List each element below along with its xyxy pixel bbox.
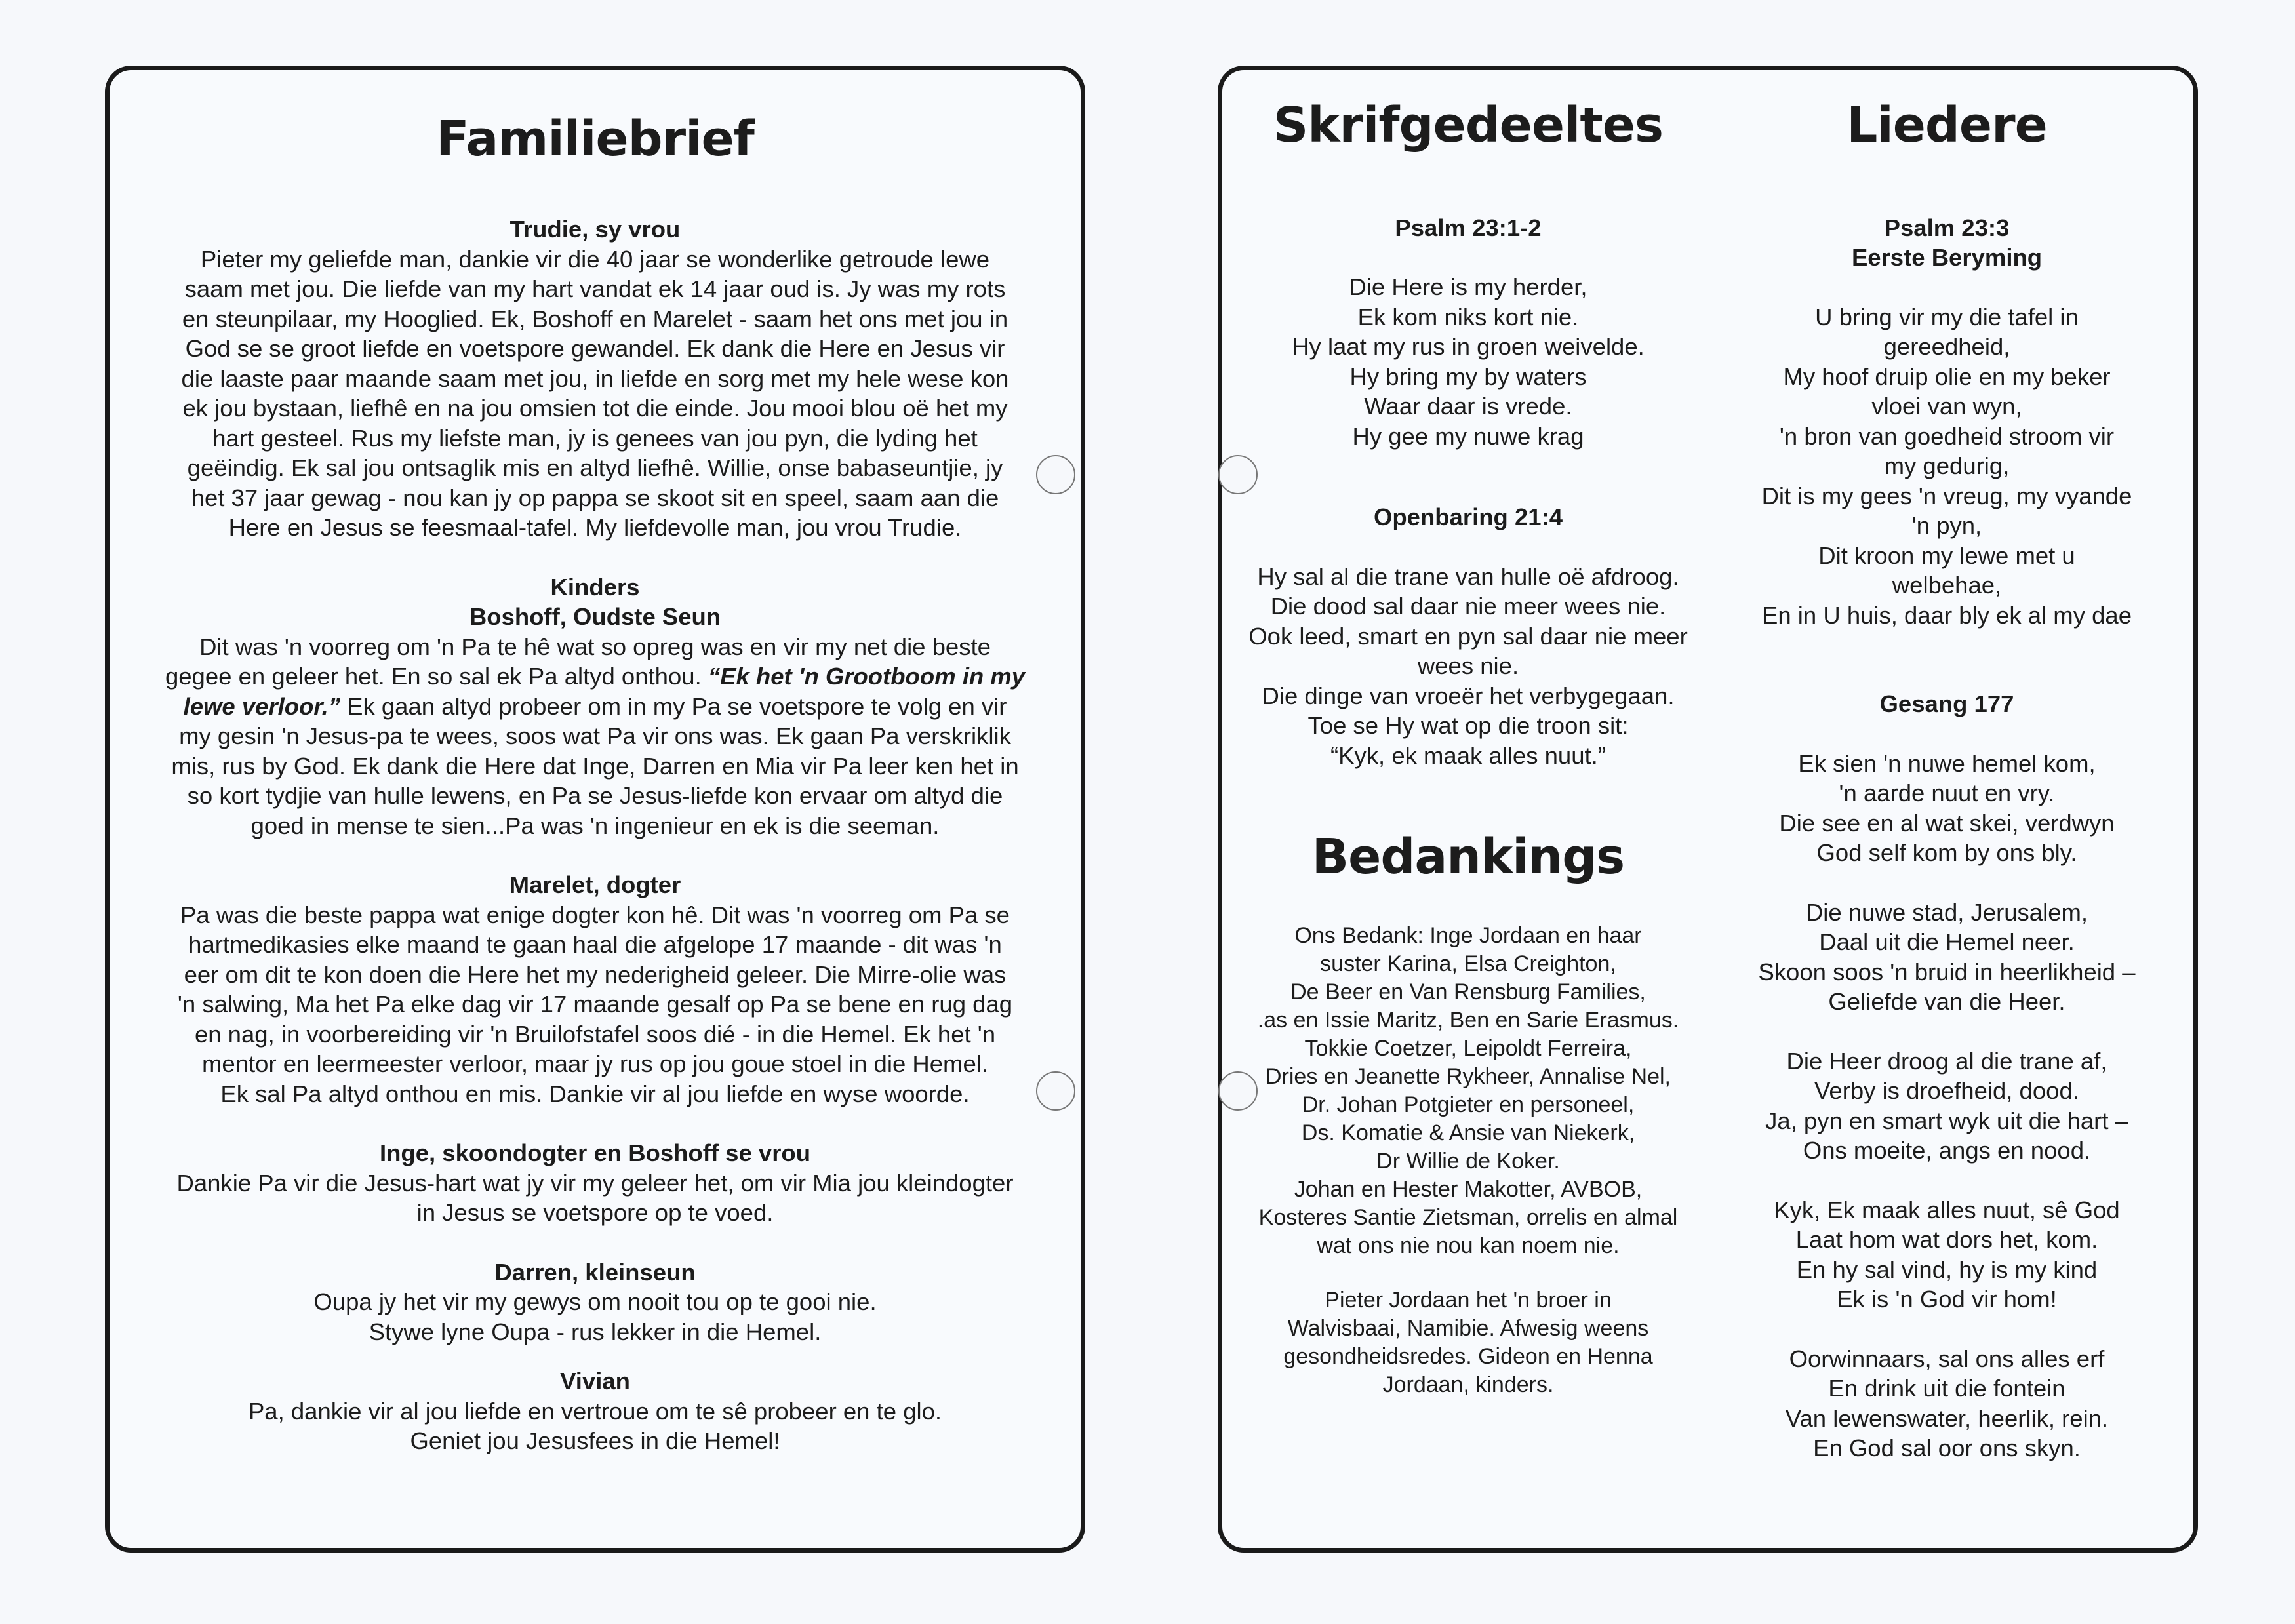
text-line: Ja, pyn en smart wyk uit die hart – [1765,1107,2128,1134]
text-line: Toe se Hy wat op die troon sit: [1307,712,1629,739]
text-line: En hy sal vind, hy is my kind [1796,1256,2098,1283]
text-line: Pa was die beste pappa wat enige dogter kon hê. Dit was 'n voorreg om Pa se [180,901,1010,928]
text-line [129,692,1061,722]
right-panel [1218,66,2198,1553]
text-line: in Jesus se voetspore op te voed. [416,1199,774,1226]
passage-reference: Psalm 23:1-2 [1395,214,1542,241]
text-line: “Kyk, ek maak alles nuut.” [1330,742,1606,769]
passage-reference: Openbaring 21:4 [1373,504,1563,530]
punch-hole [1036,1071,1075,1111]
punch-hole [1036,455,1075,494]
quote-span: lewe verloor.” [183,692,340,720]
text-line: Dr Willie de Koker. [1376,1148,1560,1174]
text-line: gesondheidsredes. Gideon en Henna [1283,1343,1653,1369]
text-line: Ds. Komatie & Ansie van Niekerk, [1301,1120,1635,1145]
section-heading: Inge, skoondogter en Boshoff se vrou [379,1139,811,1166]
section-heading: Trudie, sy vrou [509,216,681,243]
text-line: geëindig. Ek sal jou ontsaglik mis en altyd liefhê. Willie, onse babaseuntjie, jy [187,454,1003,481]
text-line: Walvisbaai, Namibie. Afwesig weens [1287,1315,1649,1341]
text-line: 'n aarde nuut en vry. [1839,780,2055,806]
section-inge [129,1138,1061,1228]
text-line: Daal uit die Hemel neer. [1819,928,2075,955]
text-line: God self kom by ons bly. [1816,839,2077,866]
section-heading: Darren, kleinseun [494,1258,696,1286]
text-line: Dankie Pa vir die Jesus-hart wat jy vir my geleer het, om vir Mia jou kleindogter [176,1169,1014,1197]
text-span: gegee en geleer het. En so sal ek Pa altyd onthou. [165,663,708,690]
text-line: Jordaan, kinders. [1382,1372,1554,1397]
text-line: Pa, dankie vir al jou liefde en vertroue om te sê probeer en te glo. [248,1397,942,1425]
text-line: Die dood sal daar nie meer wees nie. [1270,593,1666,620]
text-line: Dr. Johan Potgieter en personeel, [1302,1092,1635,1117]
text-line: eer om dit te kon doen die Here het my nederigheid geleer. Die Mirre-olie was [184,961,1007,988]
text-line: Tokkie Coetzer, Leipoldt Ferreira, [1304,1035,1632,1061]
text-line: en steunpilaar, my Hooglied. Ek, Boshoff en Marelet - saam het ons met jou in [182,305,1008,332]
text-line: Oorwinnaars, sal ons alles erf [1789,1345,2105,1372]
text-line: saam met jou. Die liefde van my hart vandat ek 14 jaar oud is. Jy was my rots [184,275,1006,302]
text-line: Ook leed, smart en pyn sal daar nie meer [1248,622,1688,650]
section-trudie [129,214,1061,543]
text-line: 'n pyn, [1911,512,1982,539]
text-line: My hoof druip olie en my beker [1783,363,2111,390]
text-line: Dries en Jeanette Rykheer, Annalise Nel, [1265,1063,1671,1089]
text-line: Die see en al wat skei, verdwyn [1779,809,2115,837]
section-marelet [129,870,1061,1109]
text-line: Laat hom wat dors het, kom. [1795,1226,2098,1253]
stanza [1721,1344,2173,1463]
text-line: Van lewenswater, heerlik, rein. [1785,1404,2109,1432]
text-line: De Beer en Van Rensburg Families, [1290,979,1646,1004]
text-line: Hy bring my by waters [1349,363,1587,390]
section-heading: Marelet, dogter [509,871,681,898]
punch-hole [1218,455,1258,494]
familiebrief-title: Familiebrief [436,111,754,167]
text-line: Die Heer droog al die trane af, [1786,1047,2107,1075]
text-line: Ek kom niks kort nie. [1357,303,1579,330]
text-line: hart gesteel. Rus my liefste man, jy is genees van jou pyn, die lyding het [212,424,978,452]
text-line: Here en Jesus se feesmaal-tafel. My liefdevolle man, jou vrou Trudie. [228,514,962,541]
bedankings-title: Bedankings [1311,829,1625,885]
text-line: ek jou bystaan, liefhê en na jou omsien tot die einde. Jou mooi blou oë het my [182,395,1008,422]
text-line: Oupa jy het vir my gewys om nooit tou op te gooi nie. [313,1288,877,1315]
text-line: Die nuwe stad, Jerusalem, [1805,898,2088,926]
punch-hole [1218,1071,1258,1111]
text-line: Pieter Jordaan het 'n broer in [1325,1287,1612,1313]
text-line: mentor en leermeester verloor, maar jy rus op jou goue stoel in die Hemel. [202,1050,988,1077]
song-reference: Psalm 23:3 [1884,214,2010,241]
skrifgedeeltes-title: Skrifgedeeltes [1273,97,1664,153]
text-line: God se se groot liefde en voetspore gewandel. Ek dank die Here en Jesus vir [185,335,1005,362]
liedere-title: Liedere [1846,97,2047,153]
text-line: goed in mense te sien...Pa was 'n ingenieur en ek is die seeman. [250,812,940,839]
text-line: my gedurig, [1884,452,2010,479]
text-line: Dit is my gees 'n vreug, my vyande [1761,482,2132,509]
text-line: Pieter my geliefde man, dankie vir die 40 jaar se wonderlike getroude lewe [200,245,990,273]
text-line: gereedheid, [1883,333,2010,360]
text-line: Ons Bedank: Inge Jordaan en haar [1294,922,1642,948]
section-vivian [129,1366,1061,1456]
text-line: Ek sal Pa altyd onthou en mis. Dankie vir al jou liefde en wyse woorde. [220,1080,970,1107]
familiebrief-body [129,214,1061,1486]
text-line: Dit was 'n voorreg om 'n Pa te hê wat so opreg was en vir my net die beste [199,633,991,660]
text-line: Geliefde van die Heer. [1828,988,2066,1015]
song-reference: Gesang 177 [1879,690,2014,717]
text-line: Hy sal al die trane van hulle oë afdroog. [1257,563,1679,590]
section-kinders [129,572,1061,841]
skrifgedeeltes-column [1235,97,1701,1399]
stanza [1721,749,2173,868]
stanza [1721,1046,2173,1166]
text-line: Geniet jou Jesusfees in die Hemel! [410,1427,780,1454]
text-line: Kyk, Ek maak alles nuut, sê God [1774,1196,2120,1223]
text-line: welbehae, [1892,572,2002,599]
text-line: so kort tydjie van hulle lewens, en Pa se Jesus-liefde kon ervaar om altyd die [187,782,1003,809]
text-line: wat ons nie nou kan noem nie. [1317,1233,1620,1258]
stanza [1721,898,2173,1017]
section-heading: Kinders [550,573,640,601]
text-line: vloei van wyn, [1871,393,2022,420]
text-line: Johan en Hester Makotter, AVBOB, [1294,1176,1643,1202]
text-line: mis, rus by God. Ek dank die Here dat Inge, Darren en Mia vir Pa leer ken het in [171,752,1019,780]
section-subheading: Boshoff, Oudste Seun [469,603,721,630]
text-line: my gesin 'n Jesus-pa te wees, soos wat Pa vir ons was. Ek gaan Pa verskriklik [179,723,1011,749]
text-line: suster Karina, Elsa Creighton, [1320,951,1616,976]
text-line: die laaste paar maande saam met jou, in liefde en sorg met my hele wese kon [181,365,1009,392]
text-line: 'n bron van goedheid stroom vir [1779,422,2115,450]
text-line: .as en Issie Maritz, Ben en Sarie Erasmus. [1257,1007,1679,1033]
quote-span: “Ek het 'n Grootboom in my [708,663,1026,690]
text-line: 'n salwing, Ma het Pa elke dag vir 17 maande gesalf op Pa se bene en rug dag [177,991,1013,1018]
stanza [1721,1195,2173,1315]
text-line: Die Here is my herder, [1349,273,1587,300]
text-line: Waar daar is vrede. [1364,393,1572,420]
text-line: Dit kroon my lewe met u [1818,542,2075,569]
text-line: en nag, in voorbereiding vir 'n Bruilofstafel soos dié - in die Hemel. Ek het 'n [194,1020,996,1048]
section-darren [129,1258,1061,1347]
text-line: En God sal oor ons skyn. [1813,1435,2081,1461]
familiebrief-panel [105,66,1085,1553]
text-line: Hy laat my rus in groen weivelde. [1292,333,1645,360]
text-line [129,662,1061,692]
text-span: Ek gaan altyd probeer om in my Pa se voetspore te volg en vir [340,692,1007,720]
text-line: het 37 jaar gewag - nou kan jy op pappa se skoot sit en speel, saam aan die [191,484,999,511]
text-line: En drink uit die fontein [1828,1375,2066,1402]
text-line: En in U huis, daar bly ek al my dae [1761,601,2132,629]
bedankings-body [1235,922,1701,1399]
text-line: Hy gee my nuwe krag [1352,422,1584,450]
text-line: U bring vir my die tafel in [1815,303,2079,330]
text-line: Skoon soos 'n bruid in heerlikheid – [1758,958,2136,985]
text-line: Ek sien 'n nuwe hemel kom, [1798,749,2096,777]
section-heading: Vivian [560,1368,630,1395]
text-line: Ons moeite, angs en nood. [1803,1137,2091,1164]
text-line: Verby is droefheid, dood. [1814,1077,2079,1104]
text-line: Ek is 'n God vir hom! [1837,1286,2057,1313]
text-line: hartmedikasies elke maand te gaan haal die afgelope 17 maande - dit was 'n [188,931,1002,958]
text-line: Die dinge van vroeër het verbygegaan. [1262,682,1675,709]
text-line: Kosteres Santie Zietsman, orrelis en almal [1258,1204,1678,1230]
liedere-column [1721,97,2173,1463]
text-line: Stywe lyne Oupa - rus lekker in die Hemel. [369,1318,822,1345]
text-line: wees nie. [1417,652,1519,679]
song-subtitle: Eerste Beryming [1851,244,2043,271]
